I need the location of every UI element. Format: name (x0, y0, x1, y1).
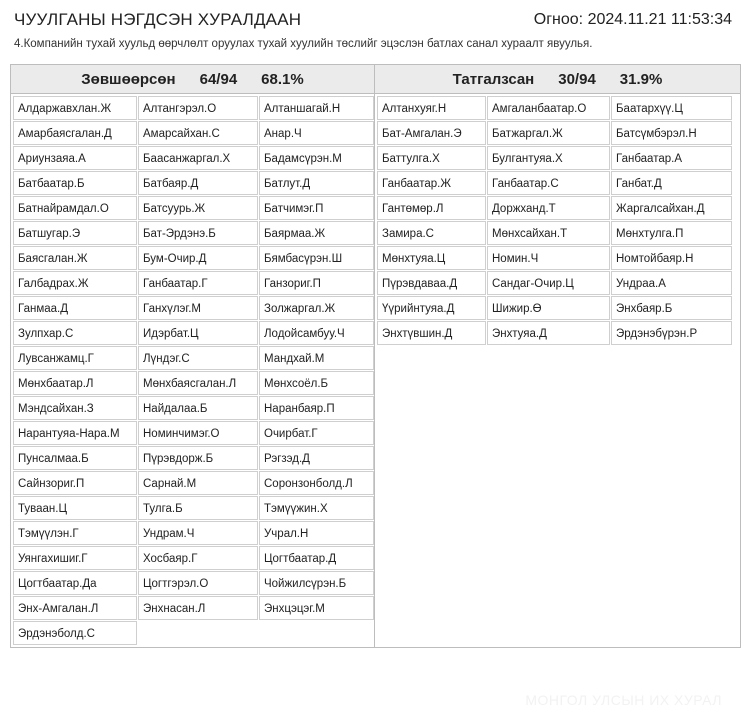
approved-member-name: Баасанжаргал.Х (138, 146, 258, 170)
approved-member-name: Алтаншагай.Н (259, 96, 374, 120)
approved-member-name: Бат-Эрдэнэ.Б (138, 221, 258, 245)
approved-panel (11, 65, 375, 647)
rejected-member-name: Ганбаатар.С (487, 171, 610, 195)
rejected-member-name: Гантөмөр.Л (377, 196, 486, 220)
approved-member-name: Ганмаа.Д (13, 296, 137, 320)
approved-member-name: Идэрбат.Ц (138, 321, 258, 345)
approved-member-name: Батшугар.Э (13, 221, 137, 245)
approved-member-name: Пүрэвдорж.Б (138, 446, 258, 470)
approved-member-name: Зулпхар.С (13, 321, 137, 345)
rejected-names-grid (377, 96, 740, 346)
rejected-panel (375, 65, 740, 346)
approved-member-name: Нарантуяа-Нара.М (13, 421, 137, 445)
approved-member-name: Баярмаа.Ж (259, 221, 374, 245)
rejected-member-name: Мөнхсайхан.Т (487, 221, 610, 245)
rejected-member-name: Бат-Амгалан.Э (377, 121, 486, 145)
approved-member-name: Тулга.Б (138, 496, 258, 520)
rejected-member-name: Батсүмбэрэл.Н (611, 121, 732, 145)
rejected-member-name: Номин.Ч (487, 246, 610, 270)
rejected-member-name: Баттулга.Х (377, 146, 486, 170)
vote-question: 4.Компанийн тухай хуульд өөрчлөлт оруулах тухай хуулийн төслийг эцэслэн батлах санал хураалт явуулья. (14, 38, 593, 50)
rejected-member-name: Жаргалсайхан.Д (611, 196, 732, 220)
rejected-member-name: Амгаланбаатар.О (487, 96, 610, 120)
approved-member-name: Ганзориг.П (259, 271, 374, 295)
rejected-member-name: Үүрийнтуяа.Д (377, 296, 486, 320)
rejected-member-name: Баатархүү.Ц (611, 96, 732, 120)
approved-label: Зөвшөөрсөн (81, 70, 176, 88)
approved-member-name: Тэмүүжин.Х (259, 496, 374, 520)
approved-member-name: Галбадрах.Ж (13, 271, 137, 295)
approved-member-name: Мөнхбаатар.Л (13, 371, 137, 395)
approved-member-name: Алдаржавхлан.Ж (13, 96, 137, 120)
rejected-count: 30/94 (558, 70, 596, 88)
approved-member-name: Бадамсүрэн.М (259, 146, 374, 170)
approved-member-name: Ганбаатар.Г (138, 271, 258, 295)
approved-member-name: Амарбаясгалан.Д (13, 121, 137, 145)
approved-member-name: Лүндэг.С (138, 346, 258, 370)
rejected-member-name: Мөнхтуяа.Ц (377, 246, 486, 270)
rejected-header (375, 65, 740, 94)
rejected-member-name: Булгантуяа.Х (487, 146, 610, 170)
approved-member-name: Батнайрамдал.О (13, 196, 137, 220)
rejected-member-name: Ганбат.Д (611, 171, 732, 195)
approved-member-name: Эрдэнэболд.С (13, 621, 137, 645)
approved-member-name: Лувсанжамц.Г (13, 346, 137, 370)
rejected-member-name: Батжаргал.Ж (487, 121, 610, 145)
approved-member-name: Мөнхбаясгалан.Л (138, 371, 258, 395)
approved-member-name: Бямбасүрэн.Ш (259, 246, 374, 270)
approved-member-name: Ариунзаяа.А (13, 146, 137, 170)
session-datetime: Огноо: 2024.11.21 11:53:34 (533, 11, 732, 28)
approved-count: 64/94 (199, 70, 238, 88)
approved-member-name: Батбаяр.Д (138, 171, 258, 195)
approved-member-name: Золжаргал.Ж (259, 296, 374, 320)
rejected-member-name: Эрдэнэбүрэн.Р (611, 321, 732, 345)
rejected-member-name: Ганбаатар.Ж (377, 171, 486, 195)
approved-member-name: Ганхүлэг.М (138, 296, 258, 320)
approved-member-name: Пунсалмаа.Б (13, 446, 137, 470)
rejected-member-name: Алтанхуяг.Н (377, 96, 486, 120)
rejected-member-name: Энхбаяр.Б (611, 296, 732, 320)
approved-member-name: Тэмүүлэн.Г (13, 521, 137, 545)
rejected-member-name: Шижир.Ө (487, 296, 610, 320)
approved-member-name: Лодойсамбуу.Ч (259, 321, 374, 345)
rejected-member-name: Замира.С (377, 221, 486, 245)
approved-member-name: Энхнасан.Л (138, 596, 258, 620)
approved-member-name: Туваан.Ц (13, 496, 137, 520)
approved-percent: 68.1% (261, 70, 304, 88)
approved-member-name: Хосбаяр.Г (138, 546, 258, 570)
rejected-member-name: Ганбаатар.А (611, 146, 732, 170)
rejected-member-name: Энхтүвшин.Д (377, 321, 486, 345)
approved-member-name: Цогтбаатар.Д (259, 546, 374, 570)
rejected-member-name: Ундраа.А (611, 271, 732, 295)
approved-member-name: Соронзонболд.Л (259, 471, 374, 495)
rejected-member-name: Пүрэвдаваа.Д (377, 271, 486, 295)
approved-member-name: Мэндсайхан.З (13, 396, 137, 420)
approved-member-name: Батчимэг.П (259, 196, 374, 220)
approved-member-name: Цогтгэрэл.О (138, 571, 258, 595)
watermark-text: МОНГОЛ УЛСЫН ИХ ХУРАЛ (525, 692, 722, 708)
approved-member-name: Сайнзориг.П (13, 471, 137, 495)
rejected-member-name: Энхтуяа.Д (487, 321, 610, 345)
approved-member-name: Ундрам.Ч (138, 521, 258, 545)
rejected-label: Татгалзсан (452, 70, 535, 88)
approved-member-name: Номинчимэг.О (138, 421, 258, 445)
rejected-member-name: Сандаг-Очир.Ц (487, 271, 610, 295)
vote-results-board (10, 64, 741, 648)
approved-member-name: Бум-Очир.Д (138, 246, 258, 270)
approved-header (11, 65, 374, 94)
approved-member-name: Батбаатар.Б (13, 171, 137, 195)
approved-member-name: Батсуурь.Ж (138, 196, 258, 220)
approved-member-name: Рэгзэд.Д (259, 446, 374, 470)
approved-member-name: Уянгахишиг.Г (13, 546, 137, 570)
approved-member-name: Энхцэцэг.М (259, 596, 374, 620)
approved-member-name: Сарнай.М (138, 471, 258, 495)
approved-member-name: Батлут.Д (259, 171, 374, 195)
approved-member-name: Очирбат.Г (259, 421, 374, 445)
approved-member-name: Амарсайхан.С (138, 121, 258, 145)
approved-member-name: Мандхай.М (259, 346, 374, 370)
approved-member-name: Энх-Амгалан.Л (13, 596, 137, 620)
approved-member-name: Мөнхсоёл.Б (259, 371, 374, 395)
approved-member-name: Цогтбаатар.Да (13, 571, 137, 595)
approved-member-name: Чойжилсүрэн.Б (259, 571, 374, 595)
approved-member-name: Учрал.Н (259, 521, 374, 545)
approved-member-name: Наранбаяр.П (259, 396, 374, 420)
approved-member-name: Баясгалан.Ж (13, 246, 137, 270)
rejected-member-name: Доржханд.Т (487, 196, 610, 220)
rejected-member-name: Номтойбаяр.Н (611, 246, 732, 270)
approved-names-grid (13, 96, 374, 646)
approved-member-name: Алтангэрэл.О (138, 96, 258, 120)
approved-member-name: Анар.Ч (259, 121, 374, 145)
rejected-member-name: Мөнхтулга.П (611, 221, 732, 245)
approved-member-name: Найдалаа.Б (138, 396, 258, 420)
rejected-percent: 31.9% (619, 70, 663, 88)
session-title: ЧУУЛГАНЫ НЭГДСЭН ХУРАЛДААН (14, 10, 302, 29)
